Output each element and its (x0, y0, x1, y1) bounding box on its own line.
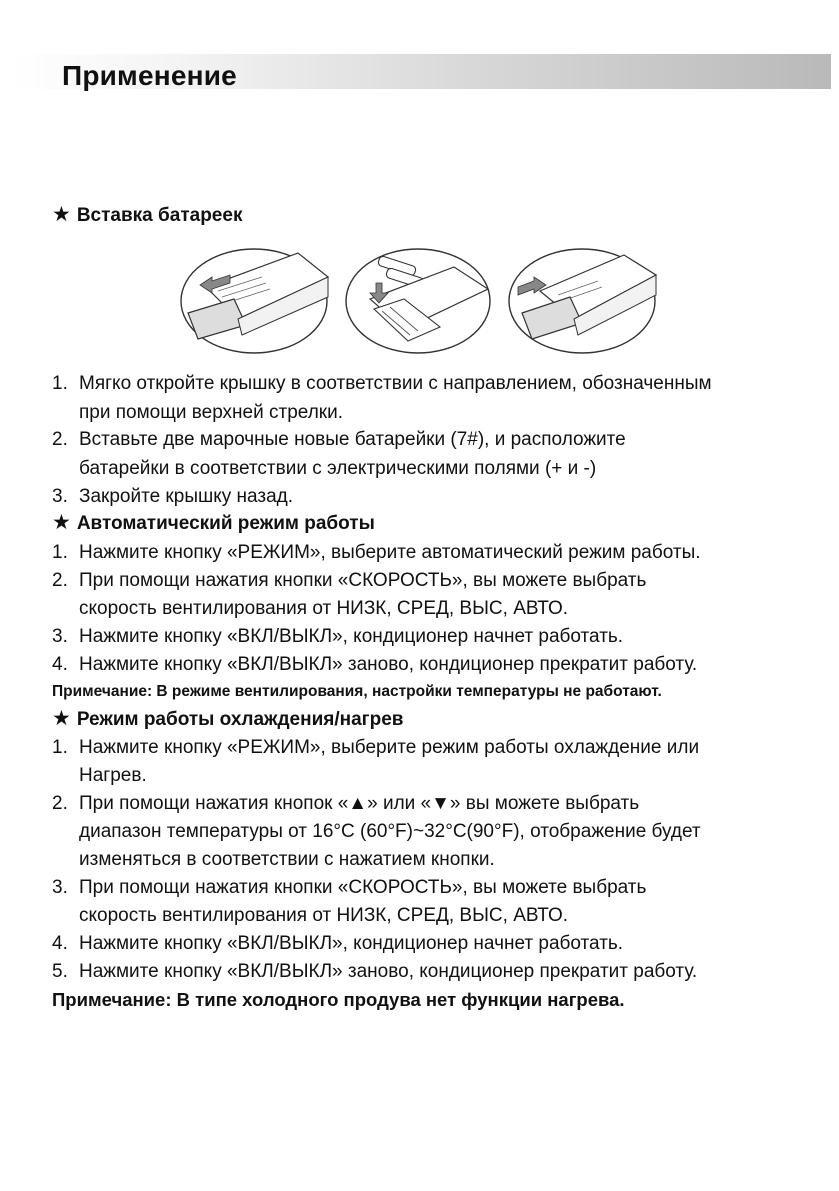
section-title-cool-heat-text: Режим работы охлаждения/нагрев (76, 709, 404, 730)
list-item: 2. При помощи нажатия кнопок «▲» или «▼» вы можете выбрать (52, 793, 640, 814)
list-item-continuation: диапазон температуры от 16°C (60°F)~32°C(90°F), отображение будет (79, 821, 701, 842)
list-item-continuation: при помощи верхней стрелки. (79, 402, 344, 423)
list-item: 2. Вставьте две марочные новые батарейки (7#), и расположите (52, 429, 626, 450)
list-item: 2. При помощи нажатия кнопки «СКОРОСТЬ», вы можете выбрать (52, 570, 647, 591)
list-item-continuation: изменяться в соответствии с нажатием кнопки. (79, 849, 495, 870)
list-item: 1. Мягко откройте крышку в соответствии с направлением, обозначенным (52, 373, 712, 394)
section-title-battery (52, 203, 242, 228)
list-item-continuation: батарейки в соответствии с электрическими полями (+ и -) (79, 458, 597, 479)
list-item: 4. Нажмите кнопку «ВКЛ/ВЫКЛ», кондиционер начнет работать. (52, 933, 624, 954)
note-cool: Примечание: В типе холодного продува нет функции нагрева. (52, 989, 625, 1010)
list-item: 1. Нажмите кнопку «РЕЖИМ», выберите режим работы охлаждение или (52, 737, 700, 758)
star-icon: ★ (52, 707, 71, 730)
list-item: 1. Нажмите кнопку «РЕЖИМ», выберите автоматический режим работы. (52, 542, 701, 563)
list-item: 4. Нажмите кнопку «ВКЛ/ВЫКЛ» заново, кондиционер прекратит работу. (52, 654, 698, 675)
note-auto: Примечание: В режиме вентилирования, настройки температуры не работают. (52, 683, 662, 700)
star-icon: ★ (52, 511, 71, 534)
page-title: Применение (62, 60, 237, 91)
remote-insert-battery-icon (346, 249, 490, 353)
section-title-auto-text: Автоматический режим работы (76, 513, 375, 534)
remote-close-cover-icon (509, 249, 656, 353)
list-item-continuation: Нагрев. (79, 765, 147, 786)
section-title-auto (52, 511, 375, 536)
list-item: 3. При помощи нажатия кнопки «СКОРОСТЬ», вы можете выбрать (52, 877, 647, 898)
list-item: 5. Нажмите кнопку «ВКЛ/ВЫКЛ» заново, кондиционер прекратит работу. (52, 961, 698, 982)
list-item-continuation: скорость вентилирования от НИЗК, СРЕД, ВЫС, АВТО. (79, 905, 569, 926)
section-title-battery-text: Вставка батареек (76, 205, 243, 226)
list-item-continuation: скорость вентилирования от НИЗК, СРЕД, ВЫС, АВТО. (79, 598, 569, 619)
remote-open-cover-icon (181, 249, 328, 353)
list-item: 3. Закройте крышку назад. (52, 486, 294, 507)
star-icon: ★ (52, 203, 71, 226)
section-title-cool-heat (52, 707, 403, 732)
list-item: 3. Нажмите кнопку «ВКЛ/ВЫКЛ», кондиционер начнет работать. (52, 626, 624, 647)
battery-illustrations (178, 247, 658, 355)
